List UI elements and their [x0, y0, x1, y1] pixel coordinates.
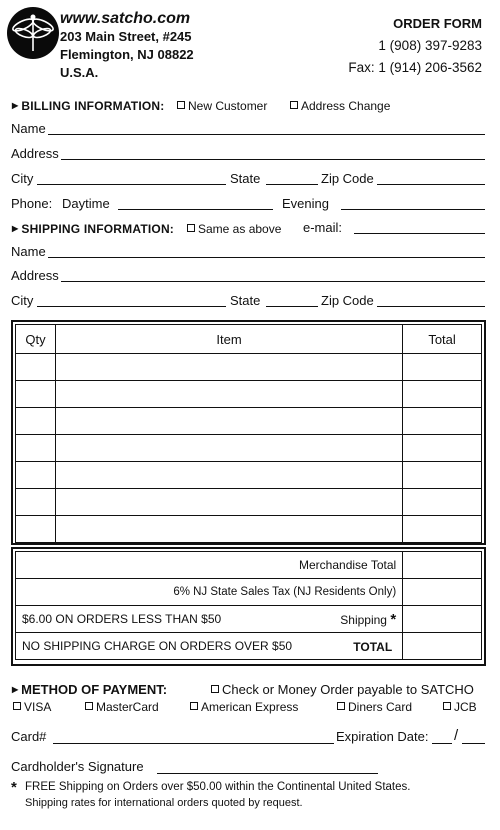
shipping-name-label: Name: [11, 244, 46, 259]
item-column-header: Item: [55, 325, 402, 354]
totals-table: [15, 551, 482, 660]
table-row: [16, 435, 482, 462]
signature-field[interactable]: [157, 773, 378, 774]
address-line-1: 203 Main Street, #245: [60, 29, 192, 44]
billing-evening-label: Evening: [282, 196, 329, 211]
billing-name-label: Name: [11, 121, 46, 136]
address-change-option[interactable]: [290, 99, 390, 113]
shipping-asterisk: *: [390, 611, 397, 628]
billing-phone-label: Phone:: [11, 196, 53, 211]
billing-heading-text: BILLING INFORMATION:: [21, 99, 165, 113]
item-cell[interactable]: [55, 381, 402, 408]
billing-address-label: Address: [11, 146, 59, 161]
shipping-zip-field[interactable]: [377, 306, 485, 307]
shipping-label-group: [340, 611, 396, 628]
checkbox-icon[interactable]: [211, 685, 219, 693]
checkbox-icon[interactable]: [85, 702, 93, 710]
item-cell[interactable]: [55, 435, 402, 462]
sales-tax-label: 6% NJ State Sales Tax (NJ Residents Only): [16, 579, 403, 606]
website-url[interactable]: www.satcho.com: [60, 10, 191, 27]
shipping-address-label: Address: [11, 268, 59, 283]
merchandise-total-label: Merchandise Total: [16, 552, 403, 579]
checkbox-icon[interactable]: [290, 101, 298, 109]
qty-column-header: Qty: [16, 325, 56, 354]
shipping-cell[interactable]: [403, 606, 482, 633]
total-cell[interactable]: [403, 408, 482, 435]
checkbox-icon[interactable]: [190, 702, 198, 710]
american-express-label: American Express: [201, 700, 299, 714]
billing-daytime-label: Daytime: [62, 196, 110, 211]
billing-city-label: City: [11, 171, 34, 186]
table-row: [16, 489, 482, 516]
qty-cell[interactable]: [16, 354, 56, 381]
item-cell[interactable]: [55, 489, 402, 516]
billing-name-field[interactable]: [48, 134, 485, 135]
table-row: [16, 354, 482, 381]
checkbox-icon[interactable]: [177, 101, 185, 109]
sales-tax-cell[interactable]: [403, 579, 482, 606]
check-money-order-label: Check or Money Order payable to SATCHO: [222, 682, 474, 697]
billing-evening-phone-field[interactable]: [341, 209, 485, 210]
total-cell[interactable]: [403, 489, 482, 516]
billing-state-label: State: [230, 171, 261, 186]
billing-city-field[interactable]: [37, 184, 226, 185]
check-money-order-option[interactable]: [211, 682, 474, 697]
total-column-header: Total: [403, 325, 482, 354]
dragonfly-logo-icon: [7, 7, 59, 59]
triangle-bullet-icon: ▶: [12, 685, 19, 694]
sales-tax-row: [16, 579, 482, 606]
address-line-3: U.S.A.: [60, 65, 99, 80]
merchandise-total-row: [16, 552, 482, 579]
table-row: [16, 408, 482, 435]
billing-zip-label: Zip Code: [321, 171, 374, 186]
billing-heading: [12, 99, 164, 113]
american-express-option[interactable]: [190, 700, 298, 714]
mastercard-option[interactable]: [85, 700, 159, 714]
checkbox-icon[interactable]: [337, 702, 345, 710]
merchandise-total-cell[interactable]: [403, 552, 482, 579]
payment-heading-text: METHOD OF PAYMENT:: [21, 682, 168, 697]
qty-cell[interactable]: [16, 381, 56, 408]
shipping-label-cell: [16, 606, 403, 633]
billing-address-field[interactable]: [61, 159, 485, 160]
form-title: ORDER FORM: [393, 16, 482, 31]
billing-state-field[interactable]: [266, 184, 318, 185]
triangle-bullet-icon: ▶: [12, 101, 19, 110]
table-row: [16, 381, 482, 408]
new-customer-option[interactable]: [177, 99, 267, 113]
item-cell[interactable]: [55, 462, 402, 489]
checkbox-icon[interactable]: [13, 702, 21, 710]
jcb-label: JCB: [454, 700, 477, 714]
shipping-heading: [12, 222, 174, 236]
fax-number: Fax: 1 (914) 206-3562: [348, 60, 482, 75]
total-cell[interactable]: [403, 462, 482, 489]
free-shipping-text: NO SHIPPING CHARGE ON ORDERS OVER $50: [22, 639, 293, 653]
mastercard-label: MasterCard: [96, 700, 159, 714]
billing-zip-field[interactable]: [377, 184, 485, 185]
address-line-2: Flemington, NJ 08822: [60, 47, 194, 62]
shipping-heading-text: SHIPPING INFORMATION:: [21, 222, 175, 236]
shipping-name-field[interactable]: [48, 257, 485, 258]
table-row: [16, 516, 482, 543]
items-header-row: [16, 325, 482, 354]
item-cell[interactable]: [55, 516, 402, 543]
satcho-logo-icon: [7, 7, 59, 59]
triangle-bullet-icon: ▶: [12, 224, 19, 233]
total-cell[interactable]: [403, 381, 482, 408]
checkbox-icon[interactable]: [443, 702, 451, 710]
shipping-state-field[interactable]: [266, 306, 318, 307]
item-cell[interactable]: [55, 408, 402, 435]
diners-card-option[interactable]: [337, 700, 412, 714]
shipping-city-field[interactable]: [37, 306, 226, 307]
shipping-rate-text: $6.00 ON ORDERS LESS THAN $50: [22, 612, 222, 626]
grand-total-cell[interactable]: [403, 633, 482, 660]
expiration-separator: /: [454, 727, 459, 744]
shipping-city-label: City: [11, 293, 34, 308]
items-table: [15, 324, 482, 543]
card-number-label: Card#: [11, 729, 47, 744]
qty-cell[interactable]: [16, 408, 56, 435]
expiration-year-field[interactable]: [462, 743, 485, 744]
visa-label: VISA: [24, 700, 52, 714]
grand-total-label-cell: [16, 633, 403, 660]
address-change-label: Address Change: [301, 99, 391, 113]
shipping-address-field[interactable]: [61, 281, 485, 282]
phone-number: 1 (908) 397-9283: [378, 38, 482, 53]
signature-label: Cardholder's Signature: [11, 759, 144, 774]
total-cell[interactable]: [403, 435, 482, 462]
qty-cell[interactable]: [16, 435, 56, 462]
email-label: e-mail:: [303, 220, 343, 235]
shipping-zip-label: Zip Code: [321, 293, 374, 308]
visa-option[interactable]: [13, 700, 51, 714]
shipping-state-label: State: [230, 293, 261, 308]
qty-cell[interactable]: [16, 462, 56, 489]
card-number-field[interactable]: [53, 743, 334, 744]
total-label: TOTAL: [353, 640, 393, 654]
footer-asterisk: *: [11, 779, 17, 796]
new-customer-label: New Customer: [188, 99, 268, 113]
total-cell[interactable]: [403, 516, 482, 543]
shipping-label: Shipping: [340, 613, 387, 627]
qty-cell[interactable]: [16, 489, 56, 516]
qty-cell[interactable]: [16, 516, 56, 543]
expiration-label: Expiration Date:: [336, 729, 429, 744]
footer-note-1: FREE Shipping on Orders over $50.00 within the Continental United States.: [25, 781, 411, 793]
diners-card-label: Diners Card: [348, 700, 413, 714]
jcb-option[interactable]: [443, 700, 477, 714]
shipping-row: [16, 606, 482, 633]
total-cell[interactable]: [403, 354, 482, 381]
expiration-month-field[interactable]: [432, 743, 452, 744]
checkbox-icon[interactable]: [187, 224, 195, 232]
table-row: [16, 462, 482, 489]
email-field[interactable]: [354, 233, 485, 234]
same-as-above-option[interactable]: [187, 222, 281, 236]
footer-note-2: Shipping rates for international orders quoted by request.: [25, 797, 303, 809]
payment-heading: [12, 682, 167, 697]
same-as-above-label: Same as above: [198, 222, 282, 236]
billing-daytime-phone-field[interactable]: [118, 209, 273, 210]
grand-total-row: [16, 633, 482, 660]
item-cell[interactable]: [55, 354, 402, 381]
